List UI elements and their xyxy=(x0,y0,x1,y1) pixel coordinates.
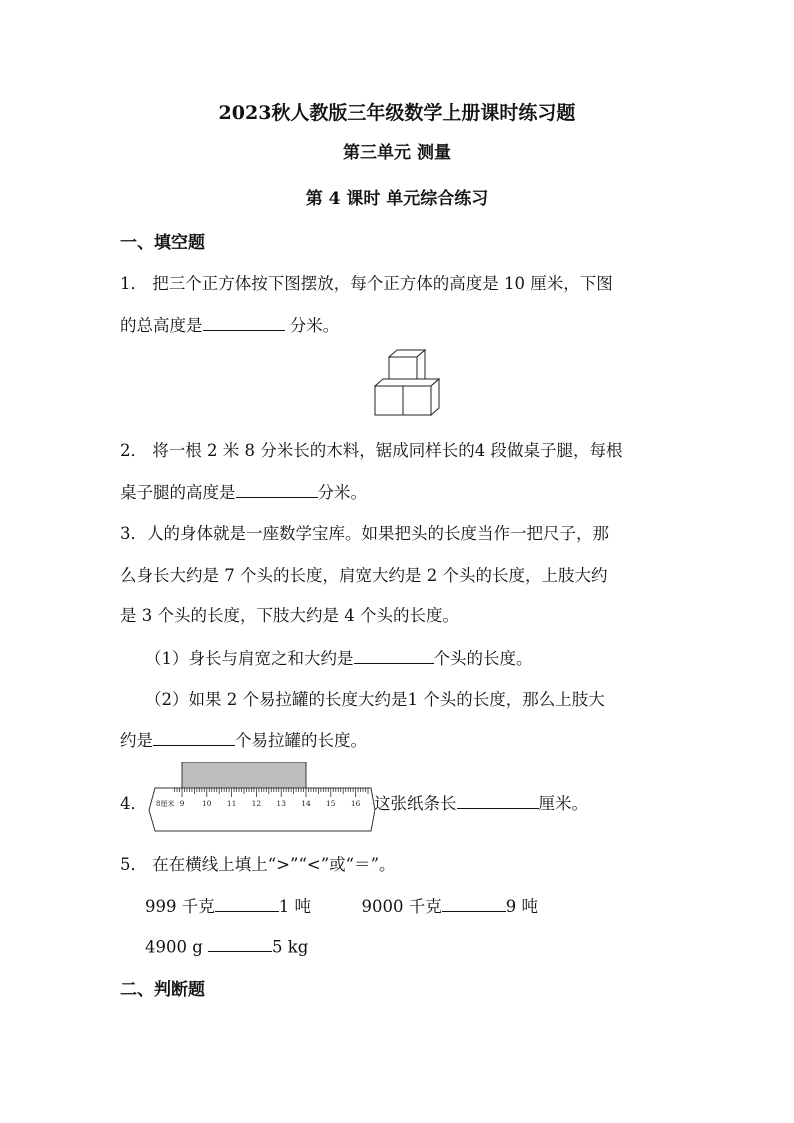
q3-sub2-line2 xyxy=(120,727,367,751)
q2-text-pre: 桌子腿的高度是 xyxy=(120,483,236,502)
q3-line2: 么身长大约是 7 个头的长度，肩宽大约是 2 个头的长度，上肢大约 xyxy=(120,566,608,585)
q4-number: 4． xyxy=(120,794,147,813)
lesson-heading: 第 4 课时 单元综合练习 xyxy=(305,189,489,209)
ruler-number-label: 9 xyxy=(179,799,185,808)
q3-sub1-answer-blank[interactable] xyxy=(354,646,434,664)
q5-item2-post: 9 吨 xyxy=(505,897,538,916)
ruler-number-label: 13 xyxy=(276,799,286,808)
q5-item3-pre: 4900 g xyxy=(145,937,209,957)
q3-sub2-answer-blank[interactable] xyxy=(153,728,235,746)
q1-answer-blank[interactable] xyxy=(203,313,285,331)
q3-line1: 3．人的身体就是一座数学宝库。如果把头的长度当作一把尺子，那 xyxy=(120,524,609,543)
ruler-number-label: 12 xyxy=(251,799,262,808)
ruler-body xyxy=(149,788,375,831)
q3-sub2-text-pre: 约是 xyxy=(120,731,153,750)
q2-line2 xyxy=(120,479,367,503)
ruler-number-label: 14 xyxy=(301,799,311,808)
section-judgment-heading: 二、判断题 xyxy=(120,980,205,1000)
q2-text-post: 分米。 xyxy=(317,483,367,502)
q5-item1-post: 1 吨 xyxy=(278,897,311,916)
stacked-cubes-figure xyxy=(374,349,440,417)
q5-item2-blank[interactable] xyxy=(442,894,506,912)
q5-item3-blank[interactable] xyxy=(208,934,272,952)
q5-item2-pre: 9000 千克 xyxy=(361,897,442,916)
q1-text-post: 分米。 xyxy=(284,316,340,335)
q3-sub2-line1: （2）如果 2 个易拉罐的长度大约是1 个头的长度，那么上肢大 xyxy=(145,690,605,709)
q3-sub1-text-pre: （1）身长与肩宽之和大约是 xyxy=(145,649,354,668)
q5-item1-blank[interactable] xyxy=(215,894,279,912)
q3-line3: 是 3 个头的长度，下肢大约是 4 个头的长度。 xyxy=(120,606,459,625)
q2-answer-blank[interactable] xyxy=(236,480,318,498)
q5-line1: 5． 在在横线上填上“>”“<”或“＝”。 xyxy=(120,855,396,874)
q4-text-post: 厘米。 xyxy=(538,794,588,813)
ruler-figure xyxy=(147,762,375,832)
q5-item3-post: 5 kg xyxy=(272,937,309,957)
q5-row1 xyxy=(145,893,538,917)
ruler-number-label: 10 xyxy=(202,799,212,808)
ruler-number-label: 16 xyxy=(350,799,361,808)
q3-sub1 xyxy=(145,645,533,669)
q5-row2 xyxy=(145,934,308,956)
unit-heading: 第三单元 测量 xyxy=(343,143,451,163)
q5-item1-pre: 999 千克 xyxy=(145,897,215,916)
q4-answer-blank[interactable] xyxy=(457,791,539,809)
q3-sub2-text-post: 个易拉罐的长度。 xyxy=(235,731,367,750)
q2-line1: 2． 将一根 2 米 8 分米长的木料，锯成同样长的4 段做桌子腿，每根 xyxy=(120,441,623,460)
ruler-unit-label: 8厘米 xyxy=(156,800,175,808)
q1-line2 xyxy=(120,312,339,336)
q3-sub1-text-post: 个头的长度。 xyxy=(433,649,533,668)
section-fill-blank-heading: 一、填空题 xyxy=(120,233,205,253)
ruler-number-label: 11 xyxy=(226,799,237,808)
document-title: 2023秋人教版三年级数学上册课时练习题 xyxy=(218,102,576,124)
q4-text xyxy=(374,790,588,814)
paper-strip xyxy=(182,762,306,788)
q4-text-pre: 这张纸条长 xyxy=(374,794,457,813)
ruler-number-label: 15 xyxy=(326,799,336,808)
q1-text-pre: 的总高度是 xyxy=(120,316,203,335)
q1-line1: 1． 把三个正方体按下图摆放，每个正方体的高度是 10 厘米，下图 xyxy=(120,274,613,293)
